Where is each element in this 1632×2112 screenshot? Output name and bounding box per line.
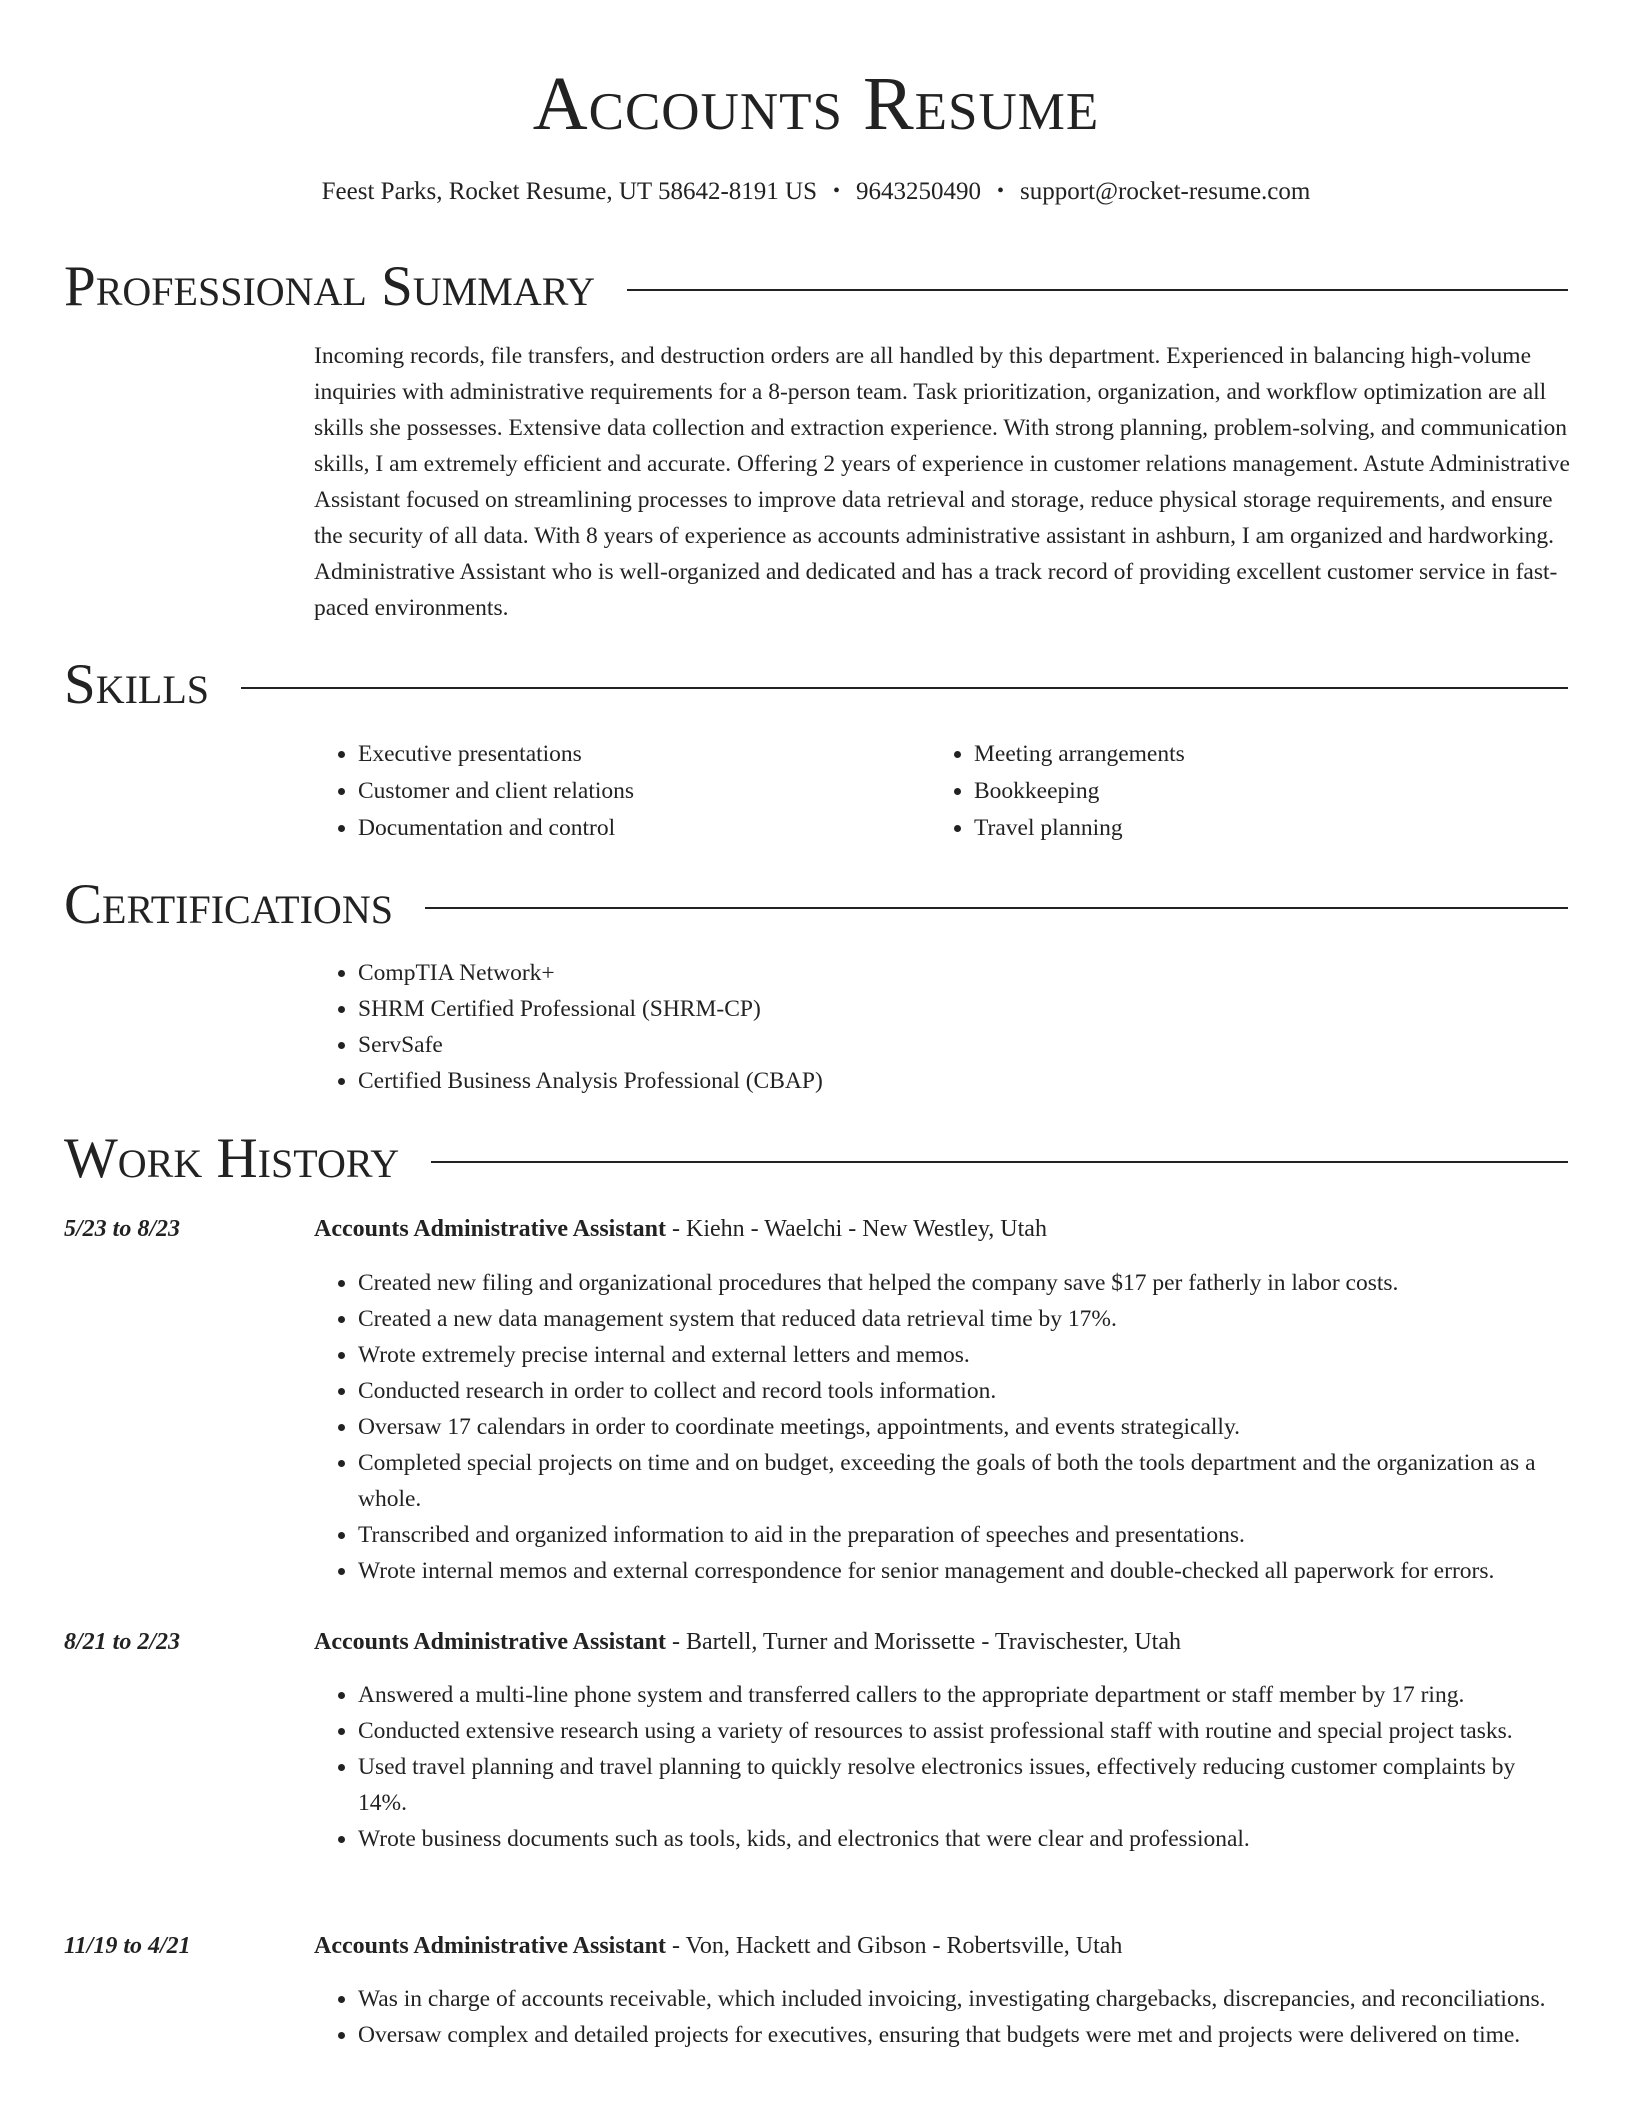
skill-item: • Bookkeeping <box>974 773 1530 810</box>
job-role: Accounts Administrative Assistant <box>314 1933 667 1959</box>
job-bullet: • Oversaw 17 calendars in order to coordinate meetings, appointments, and events strategically. <box>358 1409 1570 1445</box>
job-bullet: • Wrote internal memos and external correspondence for senior management and double-checked all paperwork for errors. <box>358 1553 1570 1589</box>
skills-list-right <box>930 736 1530 847</box>
job-dates: 8/21 to 2/23 <box>64 1629 181 1655</box>
job-bullet: • Conducted research in order to collect and record tools information. <box>358 1373 1570 1409</box>
job-bullet-list <box>314 1981 1570 2053</box>
skill-item: • Customer and client relations <box>358 773 914 810</box>
job-bullet: • Used travel planning and travel planning to quickly resolve electronics issues, effectively reducing customer complaints by 14%. <box>358 1749 1570 1821</box>
job-bullet: • Was in charge of accounts receivable, which included invoicing, investigating chargebacks, discrepancies, and reconciliations. <box>358 1981 1570 2017</box>
skill-item: • Travel planning <box>974 810 1530 847</box>
contact-email: support@rocket-resume.com <box>1020 178 1311 205</box>
job-dates: 5/23 to 8/23 <box>64 1216 181 1242</box>
contact-separator: • <box>997 180 1005 202</box>
resume-name: Accounts Resume <box>532 62 1100 146</box>
job-bullet: • Conducted extensive research using a variety of resources to assist professional staff with routine and special project tasks. <box>358 1713 1570 1749</box>
job-bullet-list <box>314 1265 1570 1589</box>
skill-item: • Documentation and control <box>358 810 914 847</box>
job-bullet: • Completed special projects on time and on budget, exceeding the goals of both the tools department and the organization as a whole. <box>358 1445 1570 1517</box>
job-bullet: • Transcribed and organized information to aid in the preparation of speeches and presentations. <box>358 1517 1570 1553</box>
certifications-section-heading <box>64 870 1568 940</box>
section-rule <box>241 687 1568 689</box>
skills-section-heading <box>64 650 1568 720</box>
job-role: Accounts Administrative Assistant <box>314 1216 667 1242</box>
summary-section-title: Professional Summary <box>64 255 596 318</box>
job-heading <box>314 1624 1181 1660</box>
skill-item: • Executive presentations <box>358 736 914 773</box>
summary-section-heading <box>64 252 1568 322</box>
job-heading <box>314 1928 1122 1964</box>
job-bullet-list <box>314 1677 1570 1857</box>
job-bullet: • Wrote business documents such as tools, kids, and electronics that were clear and professional. <box>358 1821 1570 1857</box>
job-bullet: • Created new filing and organizational procedures that helped the company save $17 per fatherly in labor costs. <box>358 1265 1570 1301</box>
job-employer: - Von, Hackett and Gibson - Robertsville, Utah <box>666 1933 1123 1959</box>
certification-item: • CompTIA Network+ <box>358 955 1514 991</box>
section-rule <box>627 289 1568 291</box>
certifications-section-title: Certifications <box>64 873 393 936</box>
section-rule <box>431 1161 1568 1163</box>
contact-address: Feest Parks, Rocket Resume, UT 58642-8191 US <box>321 178 817 205</box>
job-employer: - Bartell, Turner and Morissette - Travischester, Utah <box>666 1629 1181 1655</box>
job-bullet: • Answered a multi-line phone system and transferred callers to the appropriate department or staff member by 17 ring. <box>358 1677 1570 1713</box>
job-employer: - Kiehn - Waelchi - New Westley, Utah <box>666 1216 1047 1242</box>
certification-item: • ServSafe <box>358 1027 1514 1063</box>
summary-text: Incoming records, file transfers, and destruction orders are all handled by this department. Experienced in balancing high-volume inquiries with administrative requirements for a 8-person team. Task prioritization, organization, and workflow optimization are all skills she possesses. Extensive data collection and extraction experience. With strong planning, problem-solving, and communication skills, I am extremely efficient and accurate. Offering 2 years of experience in customer relations management. Astute Administrative Assistant focused on streamlining processes to improve data retrieval and storage, reduce physical storage requirements, and ensure the security of all data. With 8 years of experience as accounts administrative assistant in ashburn, I am organized and hardworking. Administrative Assistant who is well-organized and dedicated and has a track record of providing excellent customer service in fast-paced environments. <box>314 343 1570 621</box>
work-section-heading <box>64 1124 1568 1194</box>
section-rule <box>425 907 1568 909</box>
certifications-list <box>314 955 1514 1099</box>
job-bullet: • Oversaw complex and detailed projects for executives, ensuring that budgets were met and projects were delivered on time. <box>358 2017 1570 2053</box>
contact-separator: • <box>833 180 841 202</box>
certification-item: • SHRM Certified Professional (SHRM-CP) <box>358 991 1514 1027</box>
skills-section-title: Skills <box>64 653 210 716</box>
skill-item: • Meeting arrangements <box>974 736 1530 773</box>
job-role: Accounts Administrative Assistant <box>314 1629 667 1655</box>
contact-phone: 9643250490 <box>856 178 982 205</box>
contact-line <box>0 174 1632 209</box>
job-bullet: • Created a new data management system that reduced data retrieval time by 17%. <box>358 1301 1570 1337</box>
job-heading <box>314 1211 1047 1247</box>
job-dates: 11/19 to 4/21 <box>64 1933 191 1959</box>
skills-list-left <box>314 736 914 847</box>
work-section-title: Work History <box>64 1127 400 1190</box>
certification-item: • Certified Business Analysis Professional (CBAP) <box>358 1063 1514 1099</box>
job-bullet: • Wrote extremely precise internal and external letters and memos. <box>358 1337 1570 1373</box>
